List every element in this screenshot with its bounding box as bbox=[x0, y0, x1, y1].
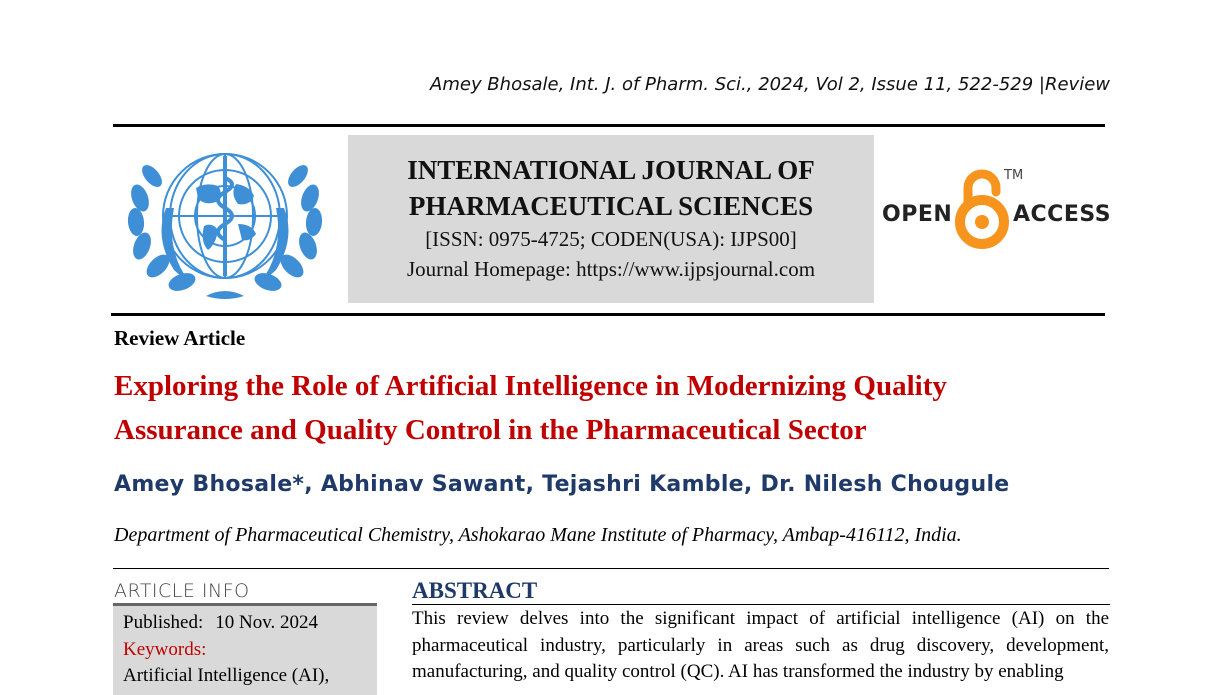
abstract-rule bbox=[412, 604, 1110, 605]
article-affiliation: Department of Pharmaceutical Chemistry, Ashokarao Mane Institute of Pharmacy, Ambap-416112, India. bbox=[114, 524, 962, 546]
published-date: 10 Nov. 2024 bbox=[215, 612, 318, 633]
journal-title-box bbox=[348, 135, 874, 303]
journal-name bbox=[348, 152, 874, 224]
open-access-trademark: TM bbox=[1004, 168, 1024, 183]
article-authors: Amey Bhosale*, Abhinav Sawant, Tejashri Kamble, Dr. Nilesh Chougule bbox=[114, 472, 1010, 497]
article-title: Exploring the Role of Artificial Intelligence in Modernizing Quality Assurance and Quality Control in the Pharmaceutical Sector bbox=[114, 370, 947, 446]
journal-name-line1: INTERNATIONAL JOURNAL OF bbox=[407, 155, 815, 185]
header-top-rule bbox=[113, 124, 1105, 127]
journal-issn: [ISSN: 0975-4725; CODEN(USA): IJPS00] bbox=[425, 227, 797, 251]
running-head: Amey Bhosale, Int. J. of Pharm. Sci., 2024, Vol 2, Issue 11, 522-529 |Review bbox=[430, 74, 1110, 95]
abstract-text: This review delves into the significant impact of artificial intelligence (AI) on the pharmaceutical industry, particularly in areas such as drug discovery, development, manufacturing, and quality control (QC). AI has transformed the industry by enabling bbox=[412, 608, 1109, 682]
abstract-heading: ABSTRACT bbox=[412, 578, 538, 603]
journal-homepage: Journal Homepage: https://www.ijpsjournal.com bbox=[406, 257, 816, 281]
open-access-logo bbox=[880, 166, 1110, 252]
keywords-label: Keywords: bbox=[123, 639, 207, 660]
published-label: Published: bbox=[123, 612, 204, 633]
open-access-open-text: OPEN bbox=[882, 202, 953, 227]
keyword-item: Artificial Intelligence (AI), bbox=[123, 665, 330, 686]
article-type: Review Article bbox=[114, 326, 246, 350]
open-access-access-text: ACCESS bbox=[1013, 202, 1112, 227]
published-line bbox=[123, 612, 318, 634]
affiliation-divider bbox=[113, 568, 1109, 569]
article-info-box bbox=[113, 606, 377, 695]
article-info-heading: ARTICLE INFO bbox=[114, 580, 250, 602]
journal-name-line2: PHARMACEUTICAL SCIENCES bbox=[408, 191, 814, 221]
journal-emblem-logo bbox=[126, 138, 324, 306]
header-bottom-rule bbox=[111, 313, 1105, 316]
